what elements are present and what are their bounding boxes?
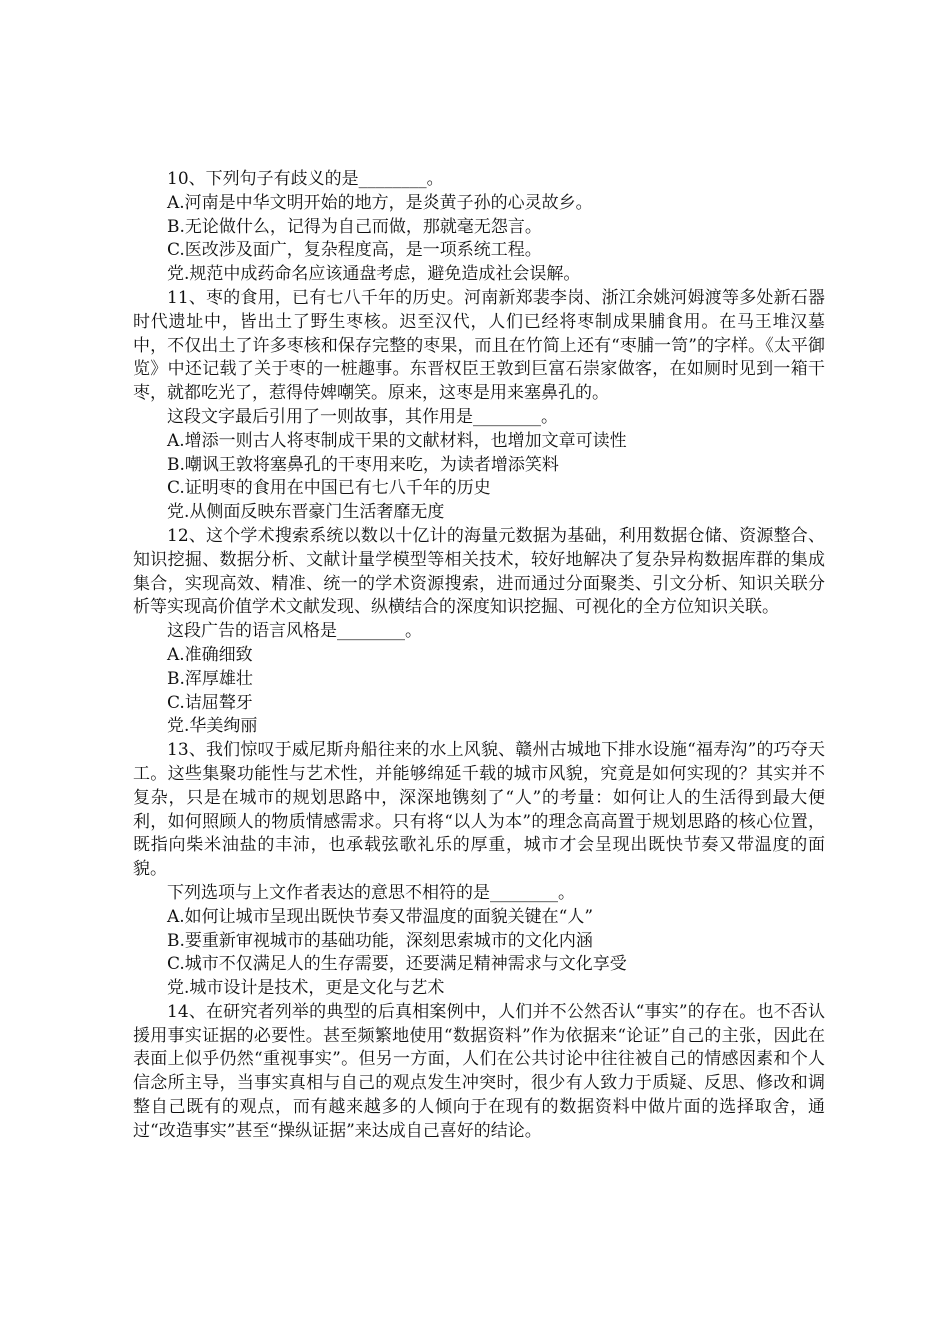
question-10-option-a: A.河南是中华文明开始的地方，是炎黄子孙的心灵故乡。 <box>167 192 593 213</box>
question-14-stem: 14、在研究者列举的典型的后真相案例中，人们并不公然否认“事实”的存在。也不否认援用事实证据的必要性。甚至频繁地使用“数据资料”作为依据来“论证”自己的主张，因此在表面上似乎仍然“重视事实”。但另一方面，人们在公共讨论中往往被自己的情感因素和个人信念所主导，当事实真相与自己的观点发生冲突时，很少有人致力于质疑、反思、修改和调整自己既有的观点，而有越来越多的人倾向于在现有的数据资料中做片面的选择取舍，通过“改造事实”甚至“操纵证据”来达成自己喜好的结论。 <box>133 1001 825 1141</box>
question-13-prompt: 下列选项与上文作者表达的意思不相符的是________。 <box>167 882 575 903</box>
question-12-option-b: B.浑厚雄壮 <box>167 668 253 689</box>
question-10-option-b: B.无论做什么，记得为自己而做，那就毫无怨言。 <box>167 216 542 237</box>
question-11-stem: 11、枣的食用，已有七八千年的历史。河南新郑裴李岗、浙江余姚河姆渡等多处新石器时代遗址中，皆出土了野生枣核。迟至汉代，人们已经将枣制成果脯食用。在马王堆汉墓中，不仅出土了许多枣核和保存完整的枣果，而且在竹简上还有“枣脯一笥”的字样。《太平御览》中还记载了关于枣的一桩趣事。东晋权臣王敦到巨富石崇家做客，在如厕时见到一箱干枣，就都吃光了，惹得侍婢嘲笑。原来，这枣是用来塞鼻孔的。 <box>133 287 825 404</box>
question-11-option-a: A.增添一则古人将枣制成干果的文献材料，也增加文章可读性 <box>167 430 627 451</box>
question-13-option-a: A.如何让城市呈现出既快节奏又带温度的面貌关键在“人” <box>167 906 594 927</box>
question-10-option-d: 党.规范中成药命名应该通盘考虑，避免造成社会误解。 <box>167 264 581 285</box>
question-13-option-c: C.城市不仅满足人的生存需要，还要满足精神需求与文化享受 <box>167 954 627 975</box>
question-13-option-d: 党.城市设计是技术，更是文化与艺术 <box>167 978 445 999</box>
question-10-stem: 10、下列句子有歧义的是________。 <box>167 169 444 189</box>
question-11-option-b: B.嘲讽王敦将塞鼻孔的干枣用来吃，为读者增添笑料 <box>167 454 559 475</box>
question-10-option-c: C.医改涉及面广，复杂程度高，是一项系统工程。 <box>167 240 542 261</box>
question-12-option-d: 党.华美绚丽 <box>167 716 258 737</box>
question-12-option-a: A.准确细致 <box>167 644 253 665</box>
question-11-option-c: C.证明枣的食用在中国已有七八千年的历史 <box>167 478 491 499</box>
question-12-prompt: 这段广告的语言风格是________。 <box>167 621 422 642</box>
question-11-prompt: 这段文字最后引用了一则故事，其作用是________。 <box>167 406 558 427</box>
question-12-stem: 12、这个学术搜索系统以数以十亿计的海量元数据为基础，利用数据仓储、资源整合、知识挖掘、数据分析、文献计量学模型等相关技术，较好地解决了复杂异构数据库群的集成集合，实现高效、精准、统一的学术资源搜索，进而通过分面聚类、引文分析、知识关联分析等实现高价值学术文献发现、纵横结合的深度知识挖掘、可视化的全方位知识关联。 <box>133 525 825 618</box>
question-12-option-c: C.诘屈聱牙 <box>167 692 253 713</box>
question-13-stem: 13、我们惊叹于威尼斯舟船往来的水上风貌、赣州古城地下排水设施“福寿沟”的巧夺天工。这些集聚功能性与艺术性，并能够绵延千载的城市风貌，究竟是如何实现的？其实并不复杂，只是在城市的规划思路中，深深地镌刻了“人”的考量：如何让人的生活得到最大便利，如何照顾人的物质情感需求。只有将“以人为本”的理念高高置于规划思路的核心位置，既指向柴米油盐的丰沛，也承载弦歌礼乐的厚重，城市才会呈现出既快节奏又带温度的面貌。 <box>133 740 825 880</box>
question-11-option-d: 党.从侧面反映东晋豪门生活奢靡无度 <box>167 502 445 523</box>
question-13-option-b: B.要重新审视城市的基础功能，深刻思索城市的文化内涵 <box>167 930 593 951</box>
document-body <box>133 168 825 1144</box>
